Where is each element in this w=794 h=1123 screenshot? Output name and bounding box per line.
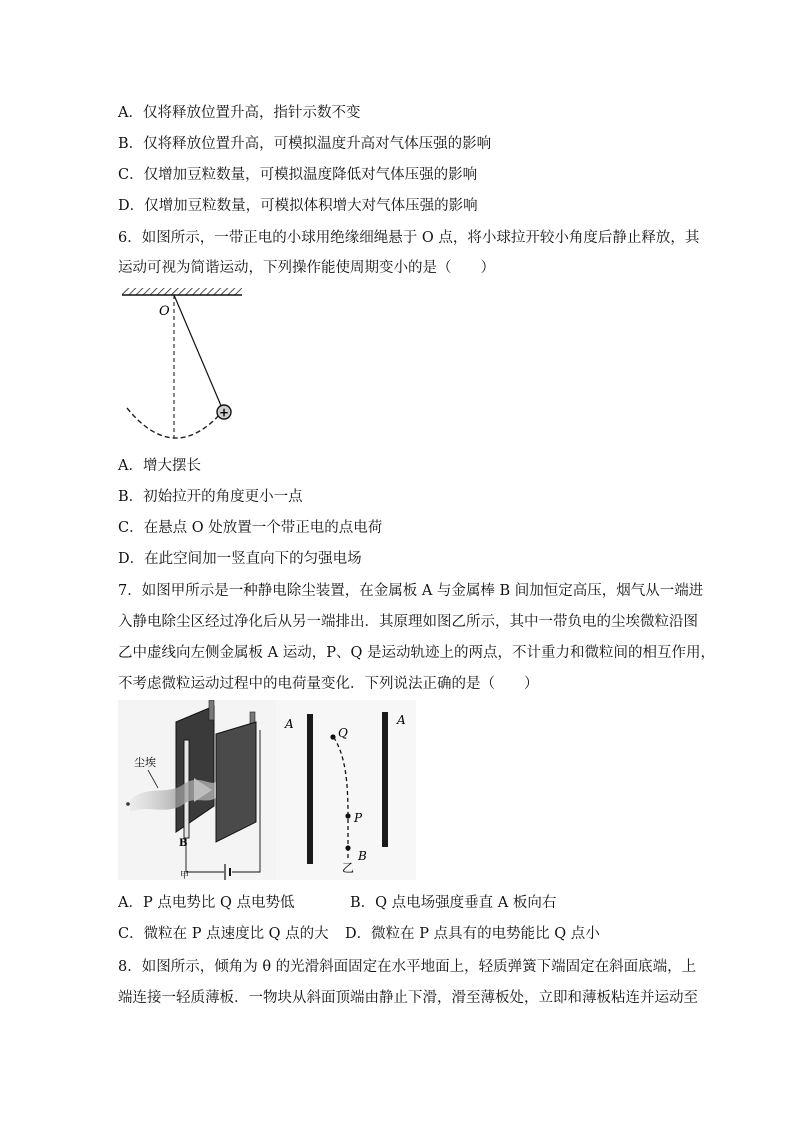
q7-stem-line-1: 7．如图甲所示是一种静电除尘装置，在金属板 A 与金属棒 B 间加恒定高压，烟气从一端进 [118,583,704,599]
pendulum-figure [118,284,248,446]
precipitator-figure-jia [118,700,276,880]
point-p-label: P [354,811,363,825]
q6-option-a: A．增大摆长 [118,458,201,474]
q6-option-c: C．在悬点 O 处放置一个带正电的点电荷 [118,520,383,536]
point-q-label: Q [338,726,348,740]
metal-plate-a-left [307,714,313,864]
metal-plate-front [216,722,256,842]
figure-jia-caption: 甲 [180,871,190,880]
q7-stem-line-2: 入静电除尘区经过净化后从另一端排出．其原理如图乙所示，其中一带负电的尘埃微粒沿图 [118,614,698,630]
q5-option-a: A．仅将释放位置升高，指针示数不变 [118,105,361,121]
point-q [330,734,335,739]
pendulum-string [174,295,222,408]
q6-stem-line-1: 6．如图所示，一带正电的小球用绝缘细绳悬于 O 点，将小球拉开较小角度后静止释放，其 [118,230,700,246]
plate-a-right-label: A [397,713,406,727]
point-o-label: O [159,304,170,319]
point-p [345,813,350,818]
q6-option-b: B．初始拉开的角度更小一点 [118,489,303,505]
q6-option-d: D．在此空间加一竖直向下的匀强电场 [118,551,362,567]
trajectory-figure-yi [276,700,416,880]
charge-sign: + [218,405,230,420]
q5-option-c: C．仅增加豆粒数量，可模拟温度降低对气体压强的影响 [118,167,478,183]
plate-terminal-left [209,700,214,720]
rod-b-label-yi: B [358,849,367,863]
q7-option-c: C．微粒在 P 点速度比 Q 点的大 [118,926,329,942]
q7-option-a: A．P 点电势比 Q 点电势低 [118,895,295,911]
q7-stem-line-3: 乙中虚线向左侧金属板 A 运动，P、Q 是运动轨迹上的两点，不计重力和微粒间的相互作用， [118,645,715,661]
figure-yi-caption: 乙 [342,861,355,875]
q7-stem-line-4: 不考虑微粒运动过程中的电荷量变化．下列说法正确的是（ ） [118,676,539,692]
q7-option-b: B．Q 点电场强度垂直 A 板向右 [350,895,557,911]
dust-label: 尘埃 [134,756,156,769]
q6-stem-line-2: 运动可视为简谐运动，下列操作能使周期变小的是（ ） [118,260,495,276]
dust-particle [126,802,130,806]
q5-option-d: D．仅增加豆粒数量，可模拟体积增大对气体压强的影响 [118,198,478,214]
ceiling-support [122,288,242,295]
rod-b-cross-section [345,845,350,850]
q5-option-b: B．仅将释放位置升高，可模拟温度升高对气体压强的影响 [118,136,492,152]
q8-stem-line-2: 端连接一轻质薄板．一物块从斜面顶端由静止下滑，滑至薄板处，立即和薄板粘连并运动至 [118,990,698,1006]
metal-plate-a-right [382,712,388,847]
rod-b-label: B [179,838,188,849]
plate-a-left-label: A [285,717,294,731]
q8-stem-line-1: 8．如图所示，倾角为 θ 的光滑斜面固定在水平地面上，轻质弹簧下端固定在斜面底端，上 [118,959,697,975]
q7-option-d: D．微粒在 P 点具有的电势能比 Q 点小 [345,926,600,942]
